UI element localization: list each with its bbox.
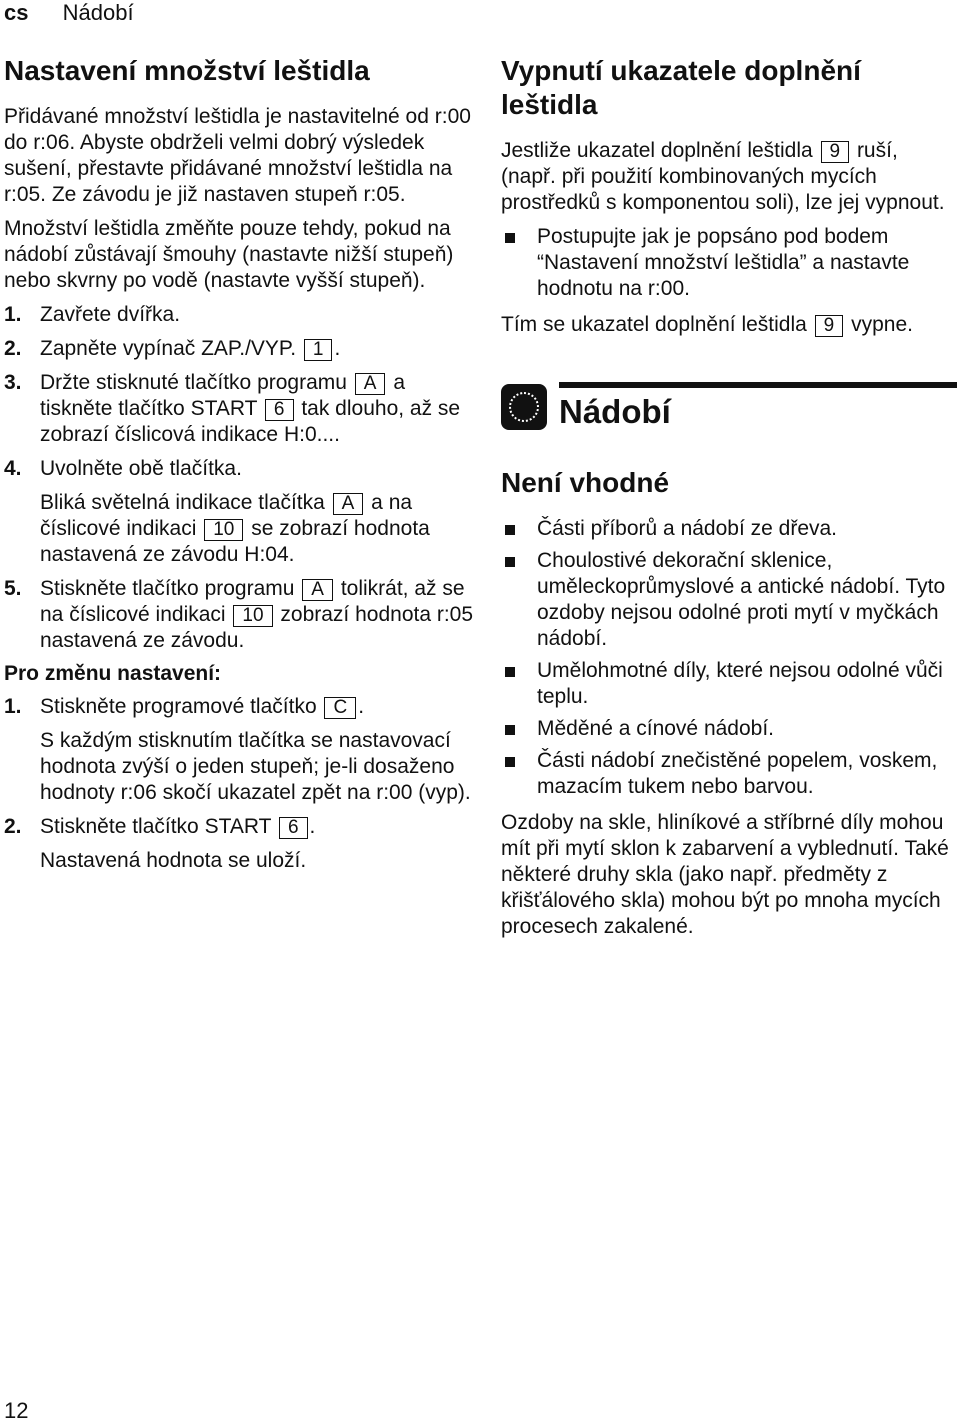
list-item: Části příborů a nádobí ze dřeva. [501, 516, 957, 542]
change-title: Pro změnu nastavení: [4, 662, 222, 685]
section-title: Nádobí [559, 382, 957, 430]
page-number: 12 [4, 1398, 29, 1423]
right-title: Vypnutí ukazatele doplnění leštidla [501, 55, 861, 120]
header-section: Nádobí [62, 0, 134, 25]
step-item: Bliká světelná indikace tlačítka A a na číslicové indikaci 10 se zobrazí hodnota nastavená ze závodu H:04. [40, 491, 430, 566]
dishes-icon [501, 384, 547, 430]
key-symbol: 10 [233, 605, 272, 627]
step-item: 1. Zavřete dvířka. [4, 303, 181, 326]
list-item: Choulostivé dekorační sklenice, uměleckoprůmyslové a antické nádobí. Tyto ozdoby nejsou odolné proti mytí v myčkách nádobí. [501, 548, 957, 652]
list-item: Měděné a cínové nádobí. [501, 716, 957, 742]
change-step-item: 1. Stiskněte programové tlačítko C . [4, 695, 365, 718]
change-step-item: Nastavená hodnota se uloží. [40, 849, 307, 872]
change-steps-list [4, 694, 474, 874]
key-symbol: 9 [821, 141, 850, 163]
key-symbol: A [302, 579, 333, 601]
left-title: Nastavení množství leštidla [4, 55, 370, 86]
change-step-item: 2. Stiskněte tlačítko START 6 . [4, 815, 316, 838]
key-symbol: C [324, 697, 356, 719]
key-symbol: 10 [204, 519, 243, 541]
key-symbol: A [355, 373, 386, 395]
step-item: 3. Držte stisknuté tlačítko programu A a tiskněte tlačítko START 6 tak dlouho, až se zobrazí číslicová indikace H:0.... [4, 371, 461, 446]
list-item: Umělohmotné díly, které nejsou odolné vůči teplu. [501, 658, 957, 710]
right-column [501, 54, 957, 948]
step-item: 4. Uvolněte obě tlačítka. [4, 457, 242, 480]
left-intro: Přidávané množství leštidla je nastavitelné od r:00 do r:06. Abyste obdrželi velmi dobrý výsledek sušení, přestavte přidávané množství leštidla na r:05. Ze závodu je již nastaven stupeň r:05. [4, 105, 471, 206]
right-bullets-1 [501, 224, 957, 302]
left-intro2: Množství leštidla změňte pouze tehdy, pokud na nádobí zůstávají šmouhy (nastavte nižší stupeň) nebo skvrny po vodě (nastavte vyšší stupeň). [4, 217, 454, 292]
key-symbol: 6 [265, 399, 294, 421]
change-step-item: S každým stisknutím tlačítka se nastavovací hodnota zvýší o jeden stupeň; je-li dosaženo hodnoty r:06 skočí ukazatel zpět na r:00 (vyp). [40, 729, 471, 804]
key-symbol: 1 [304, 339, 333, 361]
right-p2: Tím se ukazatel doplnění leštidla 9 vypne. [501, 313, 913, 336]
page-header [4, 0, 134, 26]
sub-title: Není vhodné [501, 467, 670, 498]
steps-list [4, 302, 474, 654]
right-p3: Ozdoby na skle, hliníkové a stříbrné díly mohou mít při mytí sklon k zabarvení a vyblednutí. Také některé druhy skla (jako např. předměty z křišťálového skla) mohou být po mnoha mycích procesech zakalené. [501, 811, 949, 938]
key-symbol: 6 [279, 817, 308, 839]
list-item: Části nádobí znečistěné popelem, voskem, mazacím tukem nebo barvou. [501, 748, 957, 800]
unsuitable-list [501, 516, 957, 800]
section-header [501, 382, 957, 430]
right-p1: Jestliže ukazatel doplnění leštidla 9 ruší, (např. při použití kombinovaných mycích prostředků s komponentou soli), lze jej vypnout. [501, 139, 945, 214]
language-code: cs [4, 0, 29, 25]
step-item: 2. Zapněte vypínač ZAP./VYP. 1 . [4, 337, 341, 360]
list-item: Postupujte jak je popsáno pod bodem “Nastavení množství leštidla” a nastavte hodnotu na r:00. [501, 224, 957, 302]
left-column [4, 54, 474, 882]
step-item: 5. Stiskněte tlačítko programu A tolikrát, až se na číslicové indikaci 10 zobrazí hodnota r:05 nastavená ze závodu. [4, 577, 474, 652]
key-symbol: A [333, 493, 364, 515]
key-symbol: 9 [815, 315, 844, 337]
